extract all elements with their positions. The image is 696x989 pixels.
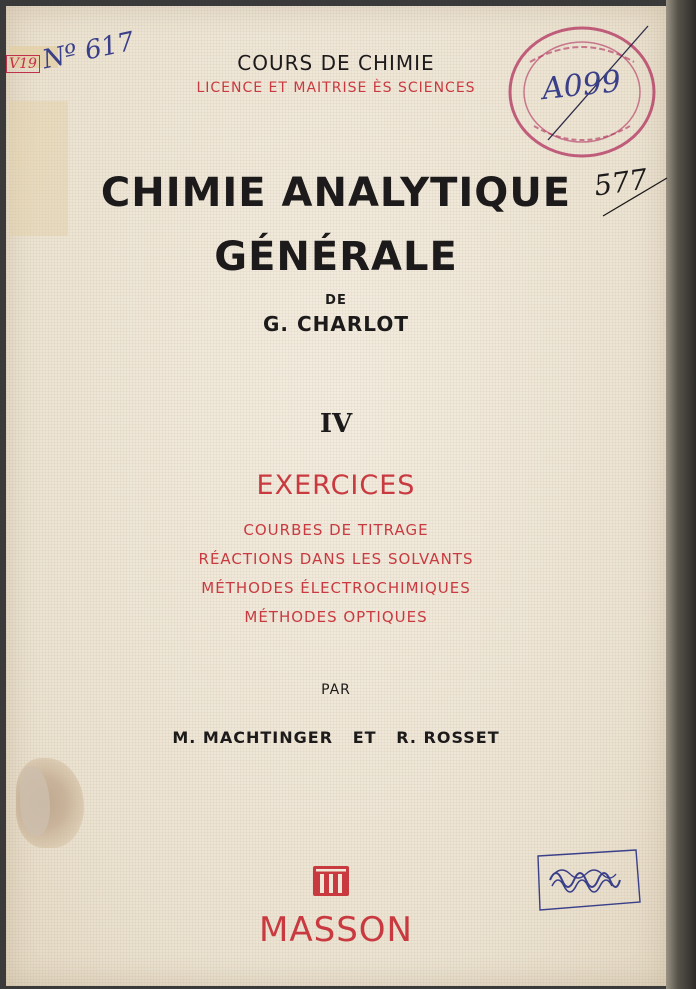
handwritten-inventory-number: Nº 617 [39,26,137,76]
by-label-2: PAR [321,682,351,698]
page-edge-shadow [666,0,696,989]
corner-mark: V19 [6,55,40,73]
topic-line: MÉTHODES ÉLECTROCHIMIQUES [201,579,471,597]
pen-scribble-icon [532,846,644,914]
volume-number: IV [319,409,353,439]
handwritten-note-right: 577 [591,162,650,203]
publisher-name: MASSON [259,910,413,950]
stamp-handwritten-number: A099 [540,63,623,108]
masson-logo-icon [313,866,349,896]
book-cover [6,6,666,986]
by-label: DE [325,293,347,308]
section-title: EXERCICES [256,470,416,501]
book-title-line-2: GÉNÉRALE [214,234,458,280]
topic-line: COURBES DE TITRAGE [243,521,429,539]
main-author: G. CHARLOT [263,312,409,336]
series-title: COURS DE CHIMIE [237,51,435,75]
topic-line: RÉACTIONS DANS LES SOLVANTS [198,550,474,568]
co-authors: M. MACHTINGER ET R. ROSSET [172,728,500,747]
book-title-line-1: CHIMIE ANALYTIQUE [100,170,572,216]
topic-line: MÉTHODES OPTIQUES [244,608,428,626]
series-subtitle: LICENCE ET MAITRISE ÈS SCIENCES [196,80,476,96]
